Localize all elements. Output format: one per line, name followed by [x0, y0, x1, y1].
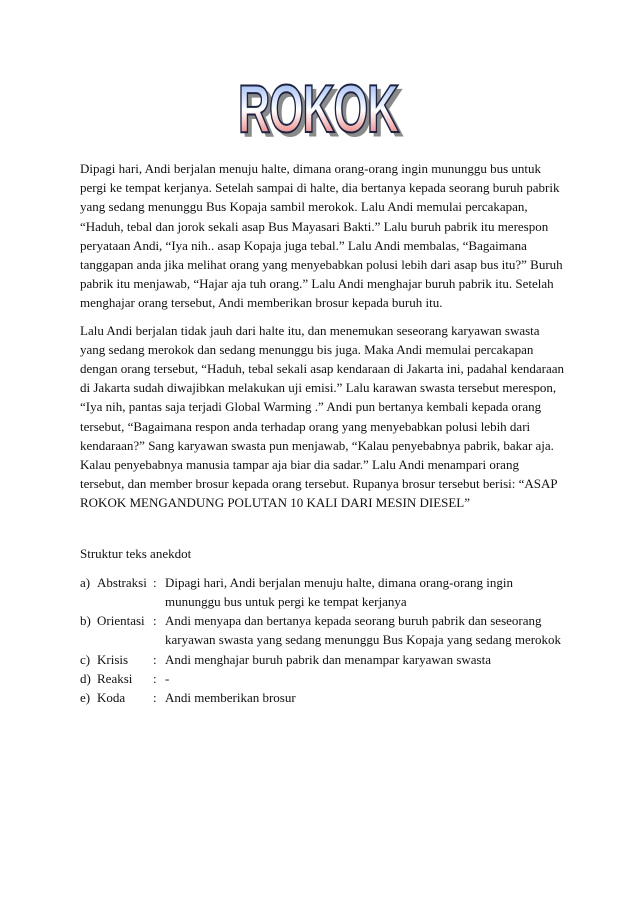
item-letter: a)	[80, 574, 91, 590]
item-term: Orientasi	[97, 613, 145, 629]
item-term: Reaksi	[97, 670, 133, 686]
item-term: Koda	[97, 690, 126, 706]
item-letter: d)	[80, 670, 91, 686]
structure-item-reaksi	[80, 669, 565, 688]
structure-item-abstraksi	[80, 573, 565, 611]
item-description: Dipagi hari, Andi berjalan menuju halte, dimana orang-orang ingin mununggu bus untuk pergi ke tempat kerjanya	[165, 574, 514, 610]
wordart-title-graphic	[234, 70, 404, 142]
item-colon: :	[153, 690, 157, 706]
item-term: Abstraksi	[97, 574, 147, 590]
structure-item-koda	[80, 688, 565, 707]
item-letter: b)	[80, 613, 91, 629]
item-description: Andi menyapa dan bertanya kepada seorang buruh pabrik dan seseorang karyawan swasta yang sedang menunggu Bus Kopaja yang sedang merokok	[165, 613, 562, 648]
story-paragraph-2: Lalu Andi berjalan tidak jauh dari halte itu, dan menemukan seseorang karyawan swasta yang sedang merokok dan sedang menunggu bis juga. Maka Andi memulai percakapan dengan orang tersebut, “Haduh, tebal sekali asap kendaraan di Jakarta ini, padahal kendaraan di Jakarta sudah diwajibkan melakukan uji emisi.” Lalu karawan swasta tersebut merespon, “Iya nih, pantas saja terjadi Global Warming .” Andi pun bertanya kembali kepada orang tersebut, “Bagaimana respon anda terhadap orang yang menyebabkan polusi lebih dari kendaraan?” Sang karyawan swasta pun menjawab, “Kalau penyebabnya pabrik, bakar aja. Kalau penyebabnya manusia tampar aja biar dia sadar.” Lalu Andi menampari orang tersebut, dan member brosur kepada orang tersebut. Rupanya brosur tersebut berisi: “ASAP ROKOK MENGANDUNG POLUTAN 10 KALI DARI MESIN DIESEL”	[80, 322, 565, 511]
structure-item-orientasi	[80, 611, 565, 649]
item-description: Andi memberikan brosur	[165, 690, 296, 706]
item-letter: c)	[80, 651, 91, 667]
structure-item-krisis	[80, 650, 565, 669]
wordart-text: ROKOK	[238, 71, 400, 142]
item-colon: :	[153, 651, 157, 667]
document-body	[80, 159, 565, 707]
item-description: -	[165, 670, 170, 686]
wordart-title	[0, 70, 638, 142]
item-term: Krisis	[97, 651, 129, 667]
structure-heading: Struktur teks anekdot	[80, 545, 192, 561]
wordart-shadow: ROKOK	[242, 75, 404, 142]
item-description: Andi menghajar buruh pabrik dan menampar karyawan swasta	[165, 651, 491, 667]
item-letter: e)	[80, 690, 91, 706]
story-paragraph-1: Dipagi hari, Andi berjalan menuju halte, dimana orang-orang ingin mununggu bus untuk pergi ke tempat kerjanya. Setelah sampai di halte, dia bertanya kepada seorang buruh pabrik yang sedang menunggu Bus Kopaja sambil merokok. Lalu Andi memulai percakapan, “Haduh, tebal dan jorok sekali asap Bus Mayasari Bakti.” Lalu buruh pabrik itu merespon peryataan Andi, “Iya nih.. asap Kopaja juga tebal.” Lalu Andi membalas, “Bagaimana tanggapan anda jika melihat orang yang menyebabkan polusi lebih dari asap bus itu?” Buruh pabrik itu menjawab, “Hajar aja tuh orang.” Lalu Andi menghajar buruh pabrik itu. Setelah menghajar orang tersebut, Andi memberikan brosur kepada buruh itu.	[80, 161, 563, 311]
item-colon: :	[153, 574, 157, 590]
structure-list	[80, 573, 565, 707]
item-colon: :	[153, 613, 157, 629]
item-colon: :	[153, 670, 157, 686]
